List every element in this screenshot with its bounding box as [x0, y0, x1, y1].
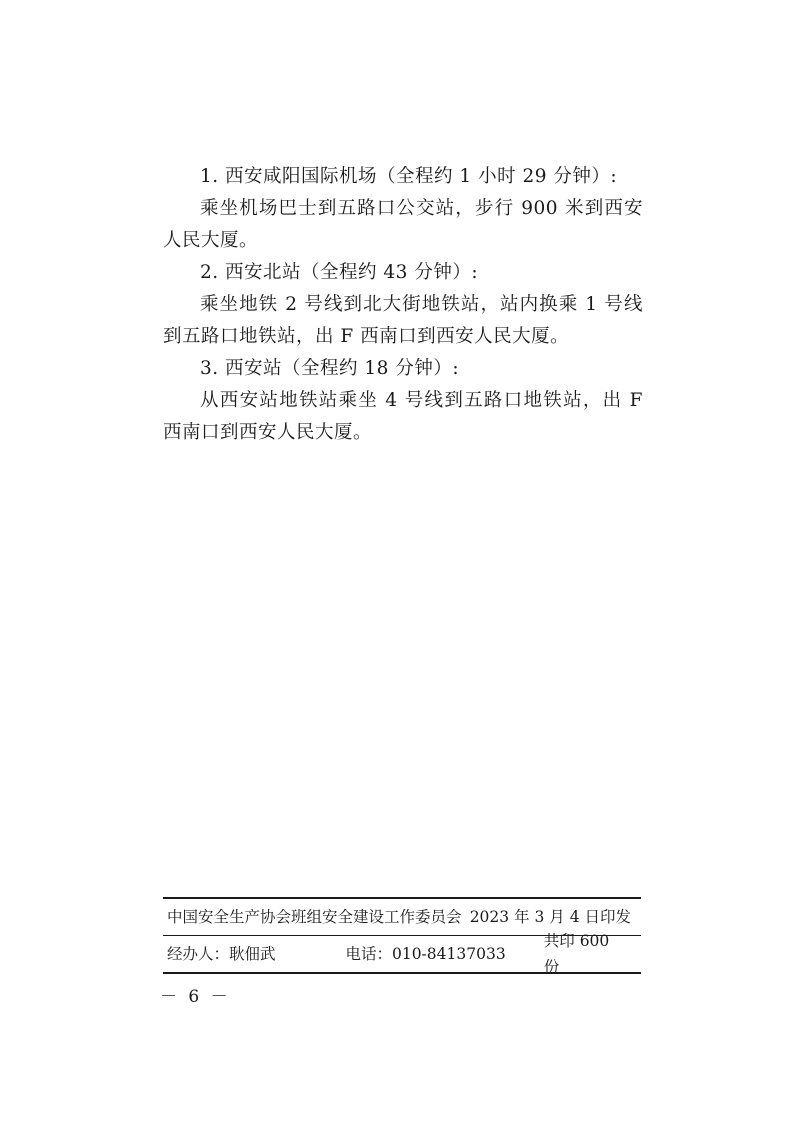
footer-issue-row [163, 904, 641, 930]
handler-name: 经办人：耿佃武 [167, 945, 276, 963]
contact-phone: 电话：010-84137033 [345, 945, 506, 963]
paragraph-airport-title: 1. 西安咸阳国际机场（全程约 1 小时 29 分钟）: [200, 166, 618, 187]
footer-contact-row [163, 932, 641, 976]
paragraph-north-station-route: 乘坐地铁 2 号线到北大街地铁站，站内换乘 1 号线到五路口地铁站，出 F 西南口到西安人民大厦。 [163, 294, 643, 347]
footer-top-rule [163, 897, 641, 899]
paragraph-north-station-title: 2. 西安北站（全程约 43 分钟）: [200, 262, 479, 283]
page-number: － 6 － [160, 987, 231, 1007]
document-body [163, 161, 643, 449]
paragraph-xian-station-route: 从西安站地铁站乘坐 4 号线到五路口地铁站，出 F 西南口到西安人民大厦。 [163, 390, 643, 443]
paragraph-xian-station-title: 3. 西安站（全程约 18 分钟）: [200, 358, 460, 379]
paragraph-airport-route: 乘坐机场巴士到五路口公交站，步行 900 米到西安人民大厦。 [163, 198, 643, 251]
issue-date: 2023 年 3 月 4 日印发 [469, 908, 631, 926]
issuer-name: 中国安全生产协会班组安全建设工作委员会 [167, 908, 462, 926]
copies-count: 共印 600 份 [543, 932, 610, 976]
footer-bottom-rule [163, 972, 641, 974]
